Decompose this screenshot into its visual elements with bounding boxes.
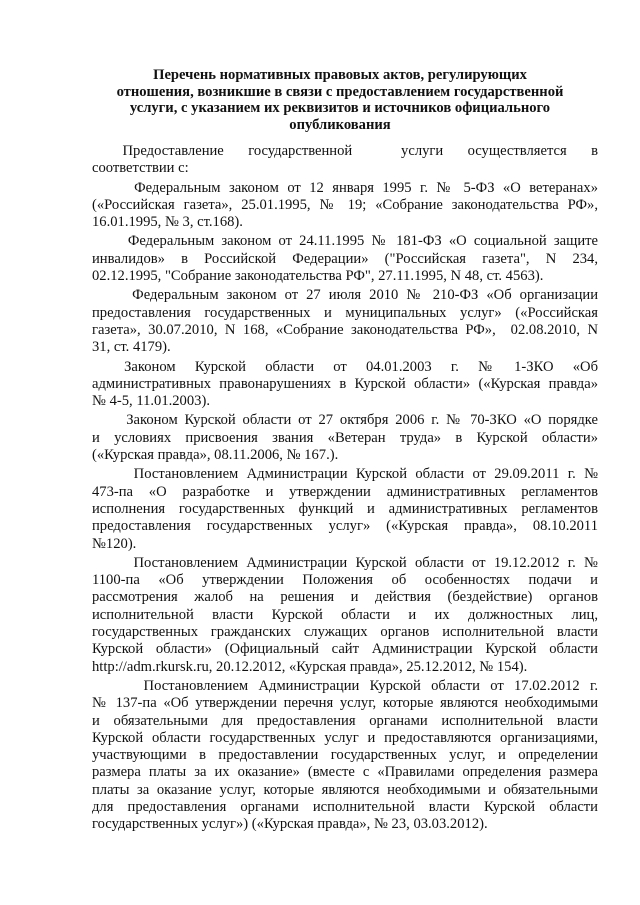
paragraph-line: 16.01.1995, № 3, ст.168).	[92, 214, 243, 231]
document-body	[92, 143, 598, 836]
title-line: Перечень нормативных правовых актов, регулирующих	[153, 67, 527, 83]
document-paragraph	[92, 287, 598, 356]
paragraph-line: № 137-па «Об утверждении перечня услуг, которые являются необходимыми	[92, 695, 598, 712]
paragraph-line: № 4-5, 11.01.2003).	[92, 393, 210, 410]
paragraph-line: платы за оказание услуг, которые являются необходимыми и обязательными	[92, 781, 598, 798]
paragraph-line: Федеральным законом от 24.11.1995 № 181-ФЗ «О социальной защите	[92, 233, 598, 250]
paragraph-line: Законом Курской области от 27 октября 2006 г. № 70-ЗКО «О порядке	[92, 412, 598, 429]
paragraph-line: Курской области» (Официальный сайт Администрации Курской области	[92, 641, 598, 658]
document-paragraph	[92, 555, 598, 676]
document-paragraph	[92, 412, 598, 464]
paragraph-line: государственных услуг») («Курская правда», № 23, 03.03.2012).	[92, 816, 488, 833]
paragraph-line: №120).	[92, 535, 137, 552]
document-paragraph	[92, 233, 598, 285]
paragraph-line: Постановлением Администрации Курской области от 29.09.2011 г. №	[92, 466, 598, 483]
document-paragraph	[92, 678, 598, 834]
paragraph-line: Постановлением Администрации Курской области от 19.12.2012 г. №	[92, 554, 598, 571]
paragraph-line: инвалидов» в Российской Федерации» ("Российская газета", N 234,	[92, 250, 598, 267]
document-paragraph	[92, 359, 598, 411]
document-paragraph	[92, 180, 598, 232]
paragraph-line: газета», 30.07.2010, N 168, «Собрание законодательства РФ», 02.08.2010, N	[92, 321, 598, 338]
paragraph-line: государственных гражданских служащих органов исполнительной власти	[92, 624, 598, 641]
document-paragraph	[92, 143, 598, 178]
paragraph-line: Постановлением Администрации Курской области от 17.02.2012 г.	[92, 677, 598, 694]
paragraph-line: для предоставления органами исполнительной власти Курской области	[92, 798, 598, 815]
paragraph-line: Законом Курской области от 04.01.2003 г. № 1-ЗКО «Об	[92, 358, 598, 375]
paragraph-line: 02.12.1995, "Собрание законодательства РФ", 27.11.1995, N 48, ст. 4563).	[92, 268, 544, 285]
paragraph-line: 473-па «О разработке и утверждении административных регламентов	[92, 483, 598, 500]
paragraph-line: участвующими в предоставлении государственных услуг, и определении	[92, 747, 598, 764]
paragraph-line: рассмотрения жалоб на решения и действия (бездействие) органов	[92, 589, 598, 606]
paragraph-line: предоставления государственных услуг» («Курская правда», 08.10.2011	[92, 518, 598, 535]
paragraph-line: предоставления государственных и муниципальных услуг» («Российская	[92, 304, 598, 321]
paragraph-line: («Российская газета», 25.01.1995, № 19; «Собрание законодательства РФ»,	[92, 196, 598, 213]
paragraph-line: 31, ст. 4179).	[92, 339, 171, 356]
paragraph-line: и условиях присвоения звания «Ветеран труда» в Курской области»	[92, 429, 598, 446]
paragraph-line: Федеральным законом от 12 января 1995 г. № 5-ФЗ «О ветеранах»	[92, 179, 598, 196]
title-line: услуги, с указанием их реквизитов и источников официального	[129, 100, 551, 116]
paragraph-line: Федеральным законом от 27 июля 2010 № 210-ФЗ «Об организации	[92, 287, 598, 304]
paragraph-line: исполнения государственных функций и административных регламентов	[92, 500, 598, 517]
paragraph-line: административных правонарушениях в Курской области» («Курская правда»	[92, 375, 598, 392]
paragraph-line: исполнительной власти Курской области и их должностных лиц,	[92, 606, 598, 623]
paragraph-line: Предоставление государственной услуги осуществляется в	[92, 143, 598, 159]
paragraph-line: Курской области государственных услуг и предоставляются организациями,	[92, 729, 598, 746]
document-paragraph	[92, 466, 598, 552]
paragraph-line: и обязательными для предоставления органами исполнительной власти	[92, 712, 598, 729]
title-line: отношения, возникшие в связи с предоставлением государственной	[116, 83, 564, 100]
paragraph-line: («Курская правда», 08.11.2006, № 167.).	[92, 447, 339, 464]
paragraph-line: http://adm.rkursk.ru, 20.12.2012, «Курская правда», 25.12.2012, № 154).	[92, 658, 528, 675]
paragraph-line: 1100-па «Об утверждении Положения об особенностях подачи и	[92, 572, 598, 589]
title-line: опубликования	[289, 116, 391, 133]
document-title	[110, 67, 570, 133]
paragraph-line: соответствии с:	[92, 160, 189, 177]
paragraph-line: размера платы за их оказание» (вместе с «Правилами определения размера	[92, 764, 598, 781]
